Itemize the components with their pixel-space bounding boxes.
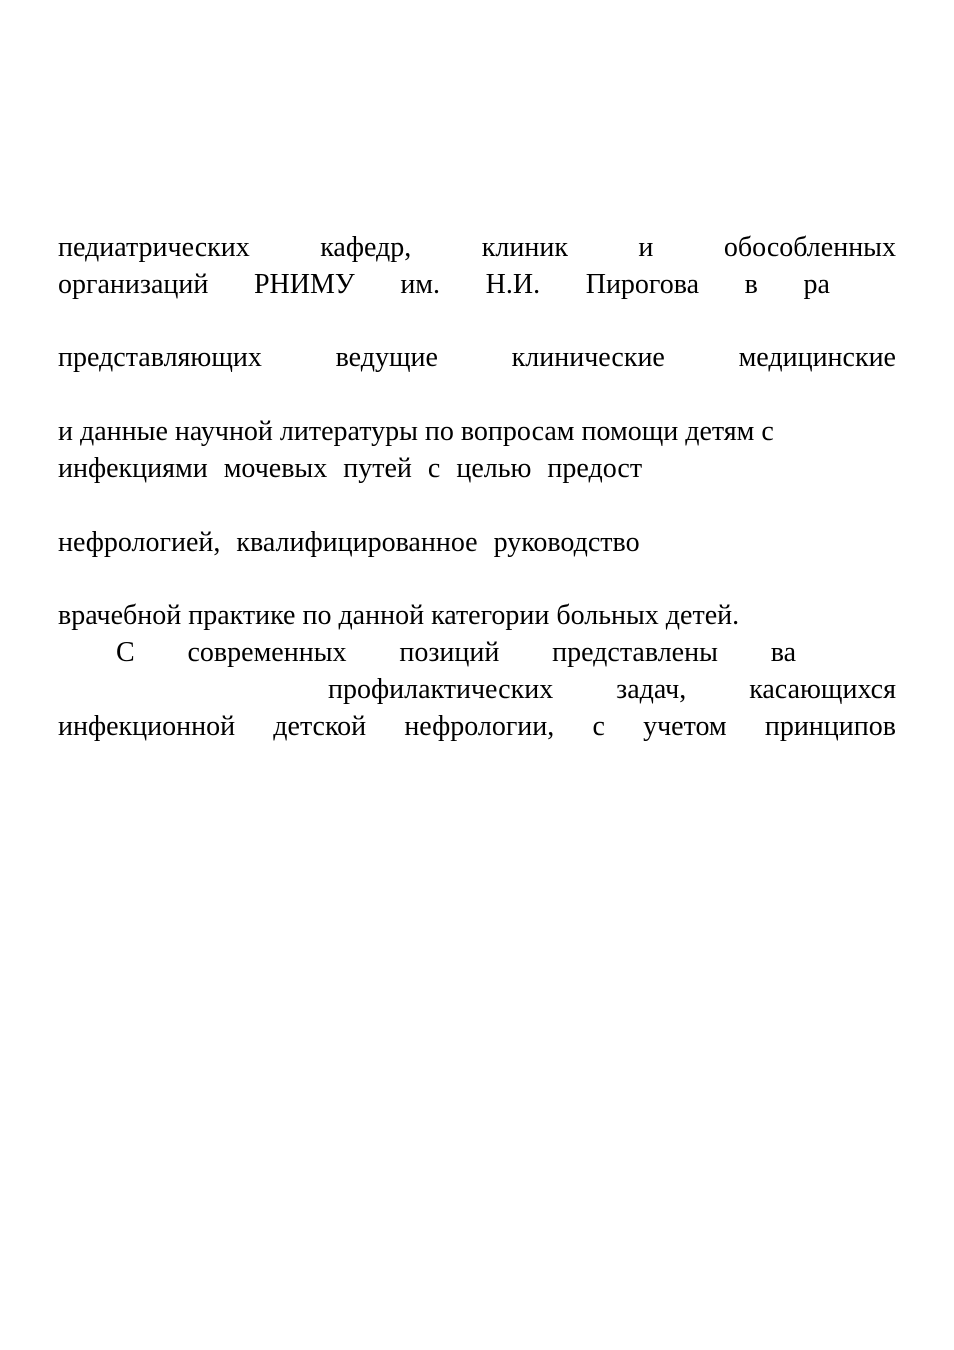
- word: позиций: [399, 637, 500, 668]
- word: задач,: [616, 674, 687, 705]
- word: С: [116, 637, 135, 668]
- text-line: врачебной практике по данной категории больных детей.: [58, 600, 740, 631]
- word: Пирогова: [585, 269, 699, 300]
- word: современных: [187, 637, 347, 668]
- word: квалифицированное: [236, 527, 478, 558]
- text-line: [58, 341, 896, 375]
- word: им.: [400, 269, 441, 300]
- word: целью: [456, 453, 532, 484]
- text-line: [116, 636, 796, 670]
- text-line: [58, 268, 830, 302]
- text-line: [58, 710, 896, 744]
- word: с: [427, 453, 441, 484]
- word: медицинские: [738, 342, 896, 373]
- word: с: [592, 711, 605, 742]
- word: Н.И.: [485, 269, 541, 300]
- word: детской: [273, 711, 367, 742]
- word: представлены: [552, 637, 718, 668]
- text-line: и данные научной литературы по вопросам помощи детям с: [58, 416, 774, 447]
- text-line: [58, 452, 896, 486]
- text-line: [58, 526, 896, 560]
- word: путей: [343, 453, 412, 484]
- text-line: [328, 673, 896, 707]
- word: руководство: [493, 527, 640, 558]
- word: предост: [547, 453, 643, 484]
- word: кафедр,: [320, 232, 412, 263]
- word: инфекционной: [58, 711, 236, 742]
- word: организаций: [58, 269, 209, 300]
- word: мочевых: [223, 453, 328, 484]
- word: клинические: [511, 342, 665, 373]
- word: принципов: [764, 711, 896, 742]
- word: клиник: [481, 232, 568, 263]
- word: представляющих: [58, 342, 262, 373]
- word: нефрологии,: [404, 711, 555, 742]
- word: нефрологией,: [58, 527, 221, 558]
- word: инфекциями: [58, 453, 208, 484]
- word: РНИМУ: [253, 269, 355, 300]
- word: в: [744, 269, 758, 300]
- word: ведущие: [335, 342, 438, 373]
- word: касающихся: [749, 674, 896, 705]
- word: учетом: [643, 711, 727, 742]
- word: профилактических: [328, 674, 554, 705]
- text-line: [58, 231, 896, 265]
- word: ра: [803, 269, 830, 300]
- word: обособленных: [723, 232, 896, 263]
- word: ва: [770, 637, 796, 668]
- word: и: [638, 232, 654, 263]
- word: педиатрических: [58, 232, 250, 263]
